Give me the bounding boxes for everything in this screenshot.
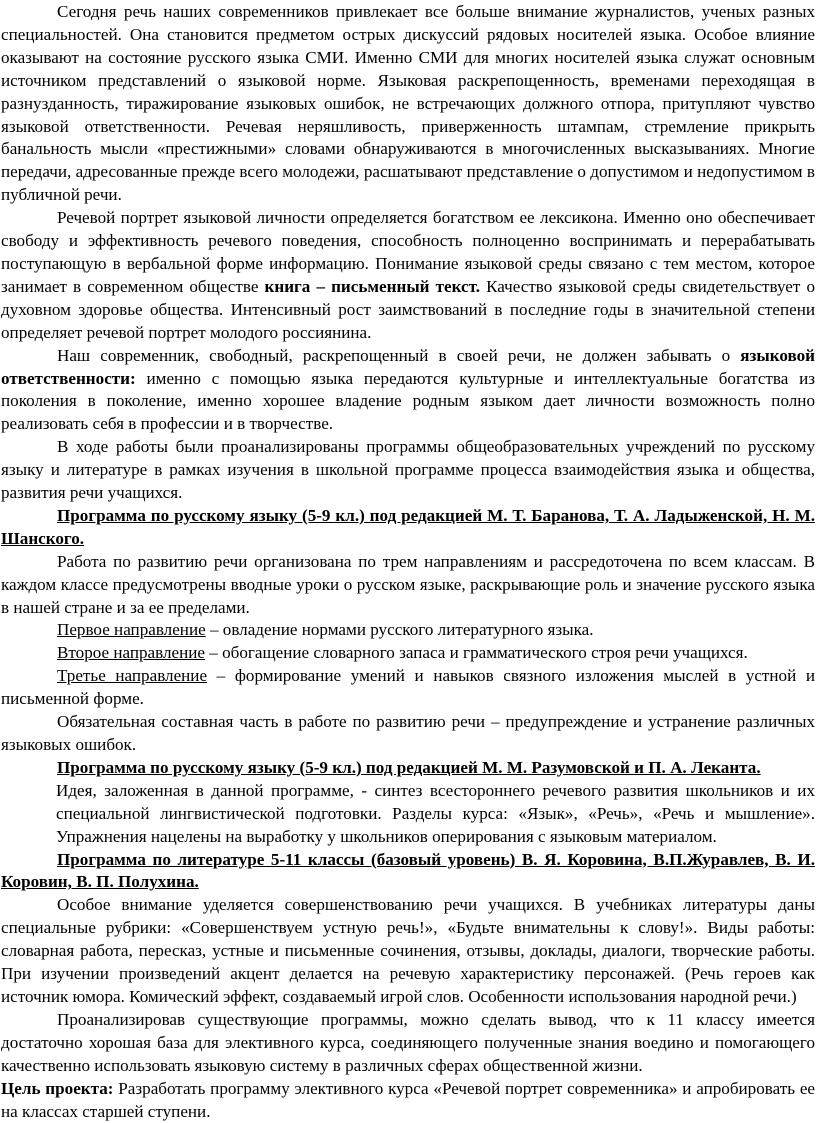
direction-first xyxy=(1,619,815,642)
paragraph-speech-portrait xyxy=(1,207,815,344)
direction-label: Первое направление xyxy=(57,620,206,640)
heading-text: Программа по русскому языку (5-9 кл.) под редакцией М. Т. Баранова, Т. А. Ладыженской, Н. М. Шанского. xyxy=(1,505,815,548)
paragraph-goal xyxy=(1,1078,815,1123)
paragraph-responsibility xyxy=(1,345,815,437)
paragraph-intro: Сегодня речь наших современников привлекает все больше внимание журналистов, ученых разных специальностей. Она становится предметом острых дискуссий рядовых носителей языка. Особое влияние оказывают на состояние русского языка СМИ. Именно СМИ для многих носителей языка служат основным источником представлений о языковой норме. Языковая раскрепощенность, временами переходящая в разнузданность, тиражирование языковых ошибок, не встречающих должного отпора, притупляют чувство языковой ответственности. Речевая неряшливость, приверженность штампам, стремление прикрыть банальность мысли «престижными» словами обнаруживаются в многочисленных высказываниях. Многие передачи, адресованные прежде всего молодежи, расшатывают представление о допустимом и недопустимом в публичной речи. xyxy=(1,2,815,205)
direction-label: Третье направление xyxy=(57,666,208,686)
heading-program-baranov xyxy=(1,505,815,551)
heading-program-korovina xyxy=(1,849,815,895)
direction-text: – обогащение словарного запаса и грамматического строя речи учащихся. xyxy=(205,643,748,663)
emphasis-book-text: книга – письменный текст. xyxy=(264,276,480,296)
heading-program-razumovskaya xyxy=(1,757,815,780)
heading-text: Программа по русскому языку (5-9 кл.) под редакцией М. М. Разумовской и П. А. Леканта. xyxy=(57,757,761,777)
direction-label: Второе направление xyxy=(57,643,205,663)
direction-second xyxy=(1,642,815,665)
paragraph-conclusion: Проанализировав существующие программы, можно сделать вывод, что к 11 классу имеется достаточно хорошая база для элективного курса, соединяющего полученные знания воедино и помогающего качественно использовать языковую систему в различных сферах общественной жизни. xyxy=(1,1009,815,1075)
heading-text: Программа по литературе 5-11 классы (базовый уровень) В. Я. Коровина, В.П.Журавлев, В. И. Коровин, В. П. Полухина. xyxy=(1,849,815,892)
goal-text: Разработать программу элективного курса «Речевой портрет современника» и апробировать ее на классах старшей ступени. xyxy=(1,1078,815,1121)
paragraph-program-idea: Идея, заложенная в данной программе, - синтез всестороннего речевого развития школьников и их специальной лингвистической подготовки. Разделы курса: «Язык», «Речь», «Речь и мышление». Упражнения нацелены на выработку у школьников оперирования с языковым материалом. xyxy=(56,780,815,846)
paragraph-text: именно с помощью языка передаются культурные и интеллектуальные богатства из поколения в поколение, именно хорошее владение родным языком дает личности возможность полно реализовать себя в профессии и в творчестве. xyxy=(1,368,815,434)
direction-text: – овладение нормами русского литературного языка. xyxy=(205,620,594,640)
paragraph-analysis: В ходе работы были проанализированы программы общеобразовательных учреждений по русскому языку и литературе в рамках изучения в школьной программе процесса взаимодействия языка и общества, развития речи учащихся. xyxy=(1,437,815,503)
paragraph-text: Наш современник, свободный, раскрепощенный в своей речи, не должен забывать о xyxy=(57,345,741,365)
direction-third xyxy=(1,665,815,711)
direction-text: – формирование умений и навыков связного изложения мыслей в устной и письменной форме. xyxy=(1,666,816,709)
paragraph-errors: Обязательная составная часть в работе по развитию речи – предупреждение и устранение различных языковых ошибок. xyxy=(1,712,815,754)
paragraph-literature: Особое внимание уделяется совершенствованию речи учащихся. В учебниках литературы даны специальные рубрики: «Совершенствуем устную речь!», «Будьте внимательны к слову!». Виды работы: словарная работа, пересказ, устные и письменные сочинения, отзывы, доклады, диалоги, творческие работы. При изучении произведений акцент делается на речевую характеристику персонажей. (Речь героев как источник юмора. Комический эффект, создаваемый игрой слов. Особенности использования народной речи.) xyxy=(1,895,815,1006)
paragraph-speech-development: Работа по развитию речи организована по трем направлениям и рассредоточена по всем классам. В каждом классе предусмотрены вводные уроки о русском языке, раскрывающие роль и значение русского языка в нашей стране и за ее пределами. xyxy=(1,551,815,617)
goal-label: Цель проекта: xyxy=(1,1078,114,1098)
emphasis-language-responsibility: языковой ответственности: xyxy=(1,345,815,388)
paragraph-text: Качество языковой среды свидетельствует о духовном здоровье общества. Интенсивный рост заимствований в последние годы в значительной степени определяет речевой портрет молодого россиянина. xyxy=(1,276,815,342)
paragraph-text: Речевой портрет языковой личности определяется богатством ее лексикона. Именно оно обеспечивает свободу и эффективность речевого поведения, способность полноценно воспринимать и перерабатывать поступающую в вербальной форме информацию. Понимание языковой среды связано с тем местом, которое занимает в современном обществе xyxy=(1,208,815,296)
